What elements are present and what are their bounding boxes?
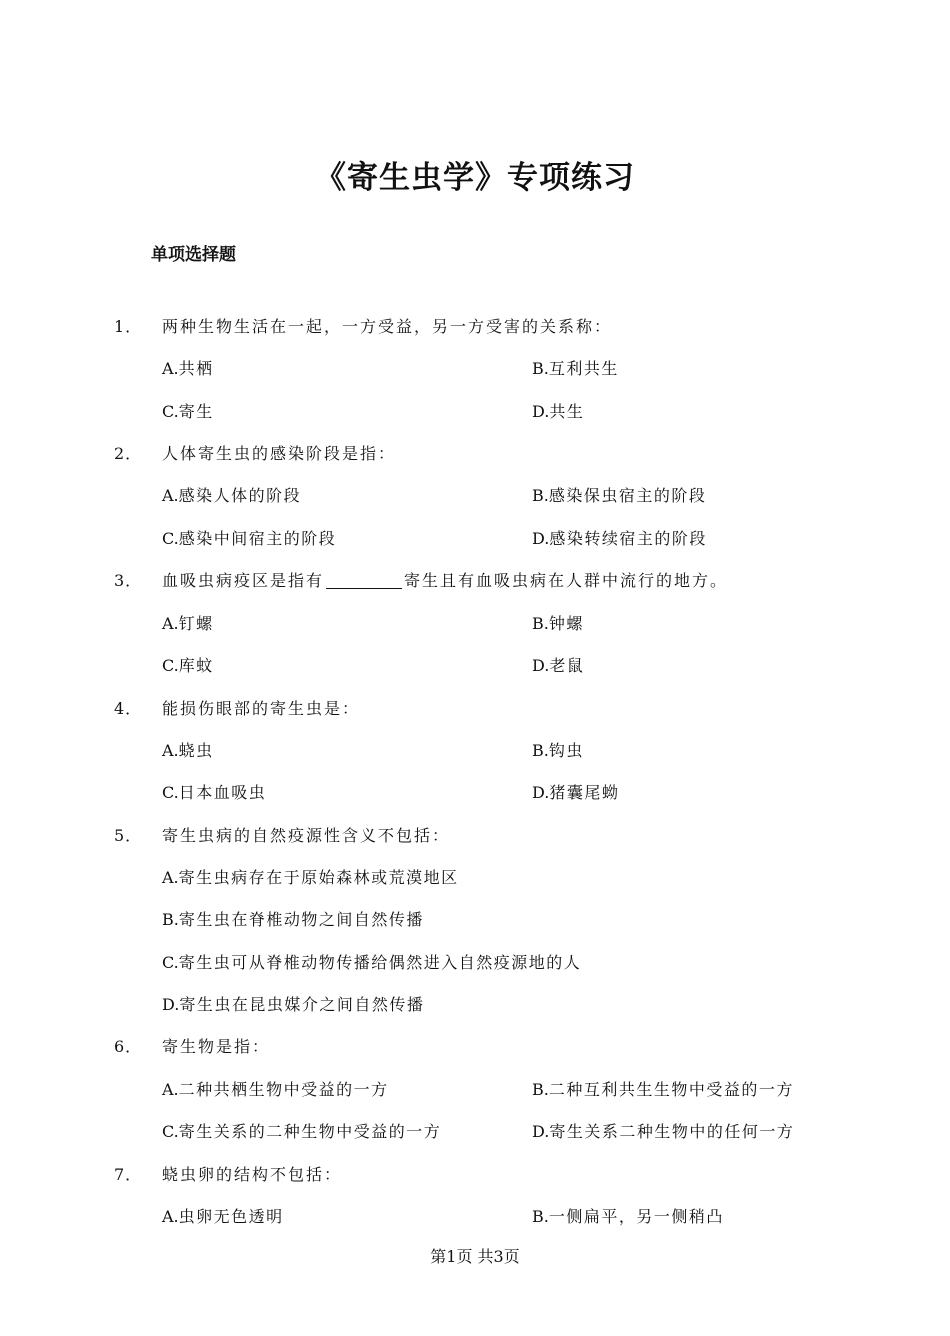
question-number: 4． — [114, 699, 143, 718]
option-b[interactable] — [532, 356, 619, 379]
option-a[interactable] — [162, 1204, 284, 1227]
option-letter: A. — [162, 741, 179, 760]
question-number: 6． — [114, 1037, 143, 1056]
option-a[interactable] — [162, 611, 214, 634]
question-text: 人体寄生虫的感染阶段是指： — [162, 444, 397, 463]
option-letter: C. — [162, 953, 179, 972]
option-letter: D. — [532, 402, 550, 421]
option-letter: A. — [162, 614, 179, 633]
option-text: 一侧扁平，另一侧稍凸 — [548, 1207, 724, 1226]
option-a[interactable] — [162, 865, 459, 888]
option-text: 二种共栖生物中受益的一方 — [178, 1080, 389, 1099]
option-letter: A. — [162, 486, 179, 505]
option-text: 寄生 — [178, 402, 214, 421]
option-d[interactable] — [162, 992, 424, 1015]
question-text — [162, 568, 728, 591]
question-number: 2． — [114, 444, 143, 463]
option-b[interactable] — [532, 738, 584, 761]
option-letter: B. — [532, 741, 549, 760]
option-text: 蛲虫 — [178, 741, 214, 760]
option-text: 钉螺 — [178, 614, 214, 633]
option-text: 共栖 — [178, 359, 214, 378]
option-a[interactable] — [162, 738, 214, 761]
option-letter: B. — [532, 1207, 549, 1226]
question-text: 寄生虫病的自然疫源性含义不包括： — [162, 826, 451, 845]
option-text: 寄生虫在脊椎动物之间自然传播 — [178, 910, 424, 929]
option-text: 库蚊 — [178, 656, 214, 675]
option-letter: D. — [532, 656, 550, 675]
question-text: 寄生物是指： — [162, 1037, 271, 1056]
question-text: 能损伤眼部的寄生虫是： — [162, 699, 361, 718]
option-d[interactable] — [532, 780, 619, 803]
option-letter: B. — [532, 1080, 549, 1099]
option-b[interactable] — [162, 907, 424, 930]
option-text: 感染人体的阶段 — [178, 486, 302, 505]
option-text: 感染中间宿主的阶段 — [178, 529, 337, 548]
option-c[interactable] — [162, 950, 581, 973]
option-letter: B. — [532, 359, 549, 378]
option-b[interactable] — [532, 1077, 794, 1100]
option-text: 寄生虫可从脊椎动物传播给偶然进入自然疫源地的人 — [178, 953, 582, 972]
option-b[interactable] — [532, 611, 584, 634]
option-text: 共生 — [549, 402, 585, 421]
option-letter: C. — [162, 529, 179, 548]
option-c[interactable] — [162, 399, 214, 422]
option-d[interactable] — [532, 1119, 794, 1142]
document-title: 《寄生虫学》专项练习 — [315, 160, 635, 196]
option-text: 感染转续宿主的阶段 — [549, 529, 707, 548]
option-c[interactable] — [162, 526, 336, 549]
option-letter: A. — [162, 868, 179, 887]
section-heading: 单项选择题 — [151, 245, 236, 265]
option-c[interactable] — [162, 653, 214, 676]
option-a[interactable] — [162, 483, 301, 506]
option-d[interactable] — [532, 653, 584, 676]
option-b[interactable] — [532, 483, 706, 506]
option-text: 日本血吸虫 — [178, 783, 267, 802]
option-letter: D. — [532, 783, 550, 802]
option-text: 感染保虫宿主的阶段 — [548, 486, 707, 505]
question-text: 两种生物生活在一起，一方受益，另一方受害的关系称： — [162, 317, 613, 336]
option-letter: D. — [532, 529, 550, 548]
option-letter: C. — [162, 402, 179, 421]
option-letter: B. — [532, 486, 549, 505]
option-d[interactable] — [532, 526, 707, 549]
option-text: 寄生关系二种生物中的任何一方 — [549, 1122, 795, 1141]
answer-blank — [326, 572, 402, 589]
option-text: 钟螺 — [548, 614, 584, 633]
option-text: 钩虫 — [548, 741, 584, 760]
option-text: 虫卵无色透明 — [178, 1207, 284, 1226]
option-text: 猪囊尾蚴 — [549, 783, 620, 802]
option-text: 老鼠 — [549, 656, 585, 675]
option-b[interactable] — [532, 1204, 724, 1227]
option-letter: B. — [162, 910, 179, 929]
question-number: 3． — [114, 571, 143, 590]
option-letter: A. — [162, 1207, 179, 1226]
question-text-before: 血吸虫病疫区是指有 — [162, 571, 325, 590]
option-text: 互利共生 — [548, 359, 619, 378]
option-a[interactable] — [162, 1077, 389, 1100]
option-a[interactable] — [162, 356, 214, 379]
option-letter: A. — [162, 359, 179, 378]
option-d[interactable] — [532, 399, 584, 422]
option-letter: B. — [532, 614, 549, 633]
option-text: 寄生关系的二种生物中受益的一方 — [178, 1122, 442, 1141]
page-footer: 第1页 共3页 — [430, 1247, 520, 1266]
option-text: 二种互利共生生物中受益的一方 — [548, 1080, 794, 1099]
question-number: 1． — [114, 317, 143, 336]
option-text: 寄生虫在昆虫媒介之间自然传播 — [179, 995, 425, 1014]
question-text: 蛲虫卵的结构不包括： — [162, 1165, 343, 1184]
option-letter: C. — [162, 656, 179, 675]
option-letter: C. — [162, 783, 179, 802]
option-text: 寄生虫病存在于原始森林或荒漠地区 — [178, 868, 459, 887]
option-letter: A. — [162, 1080, 179, 1099]
question-text-after: 寄生且有血吸虫病在人群中流行的地方。 — [404, 571, 729, 590]
question-number: 7． — [114, 1165, 143, 1184]
option-letter: D. — [532, 1122, 550, 1141]
option-letter: D. — [162, 995, 180, 1014]
option-letter: C. — [162, 1122, 179, 1141]
option-c[interactable] — [162, 780, 266, 803]
option-c[interactable] — [162, 1119, 441, 1142]
question-number: 5． — [114, 826, 143, 845]
